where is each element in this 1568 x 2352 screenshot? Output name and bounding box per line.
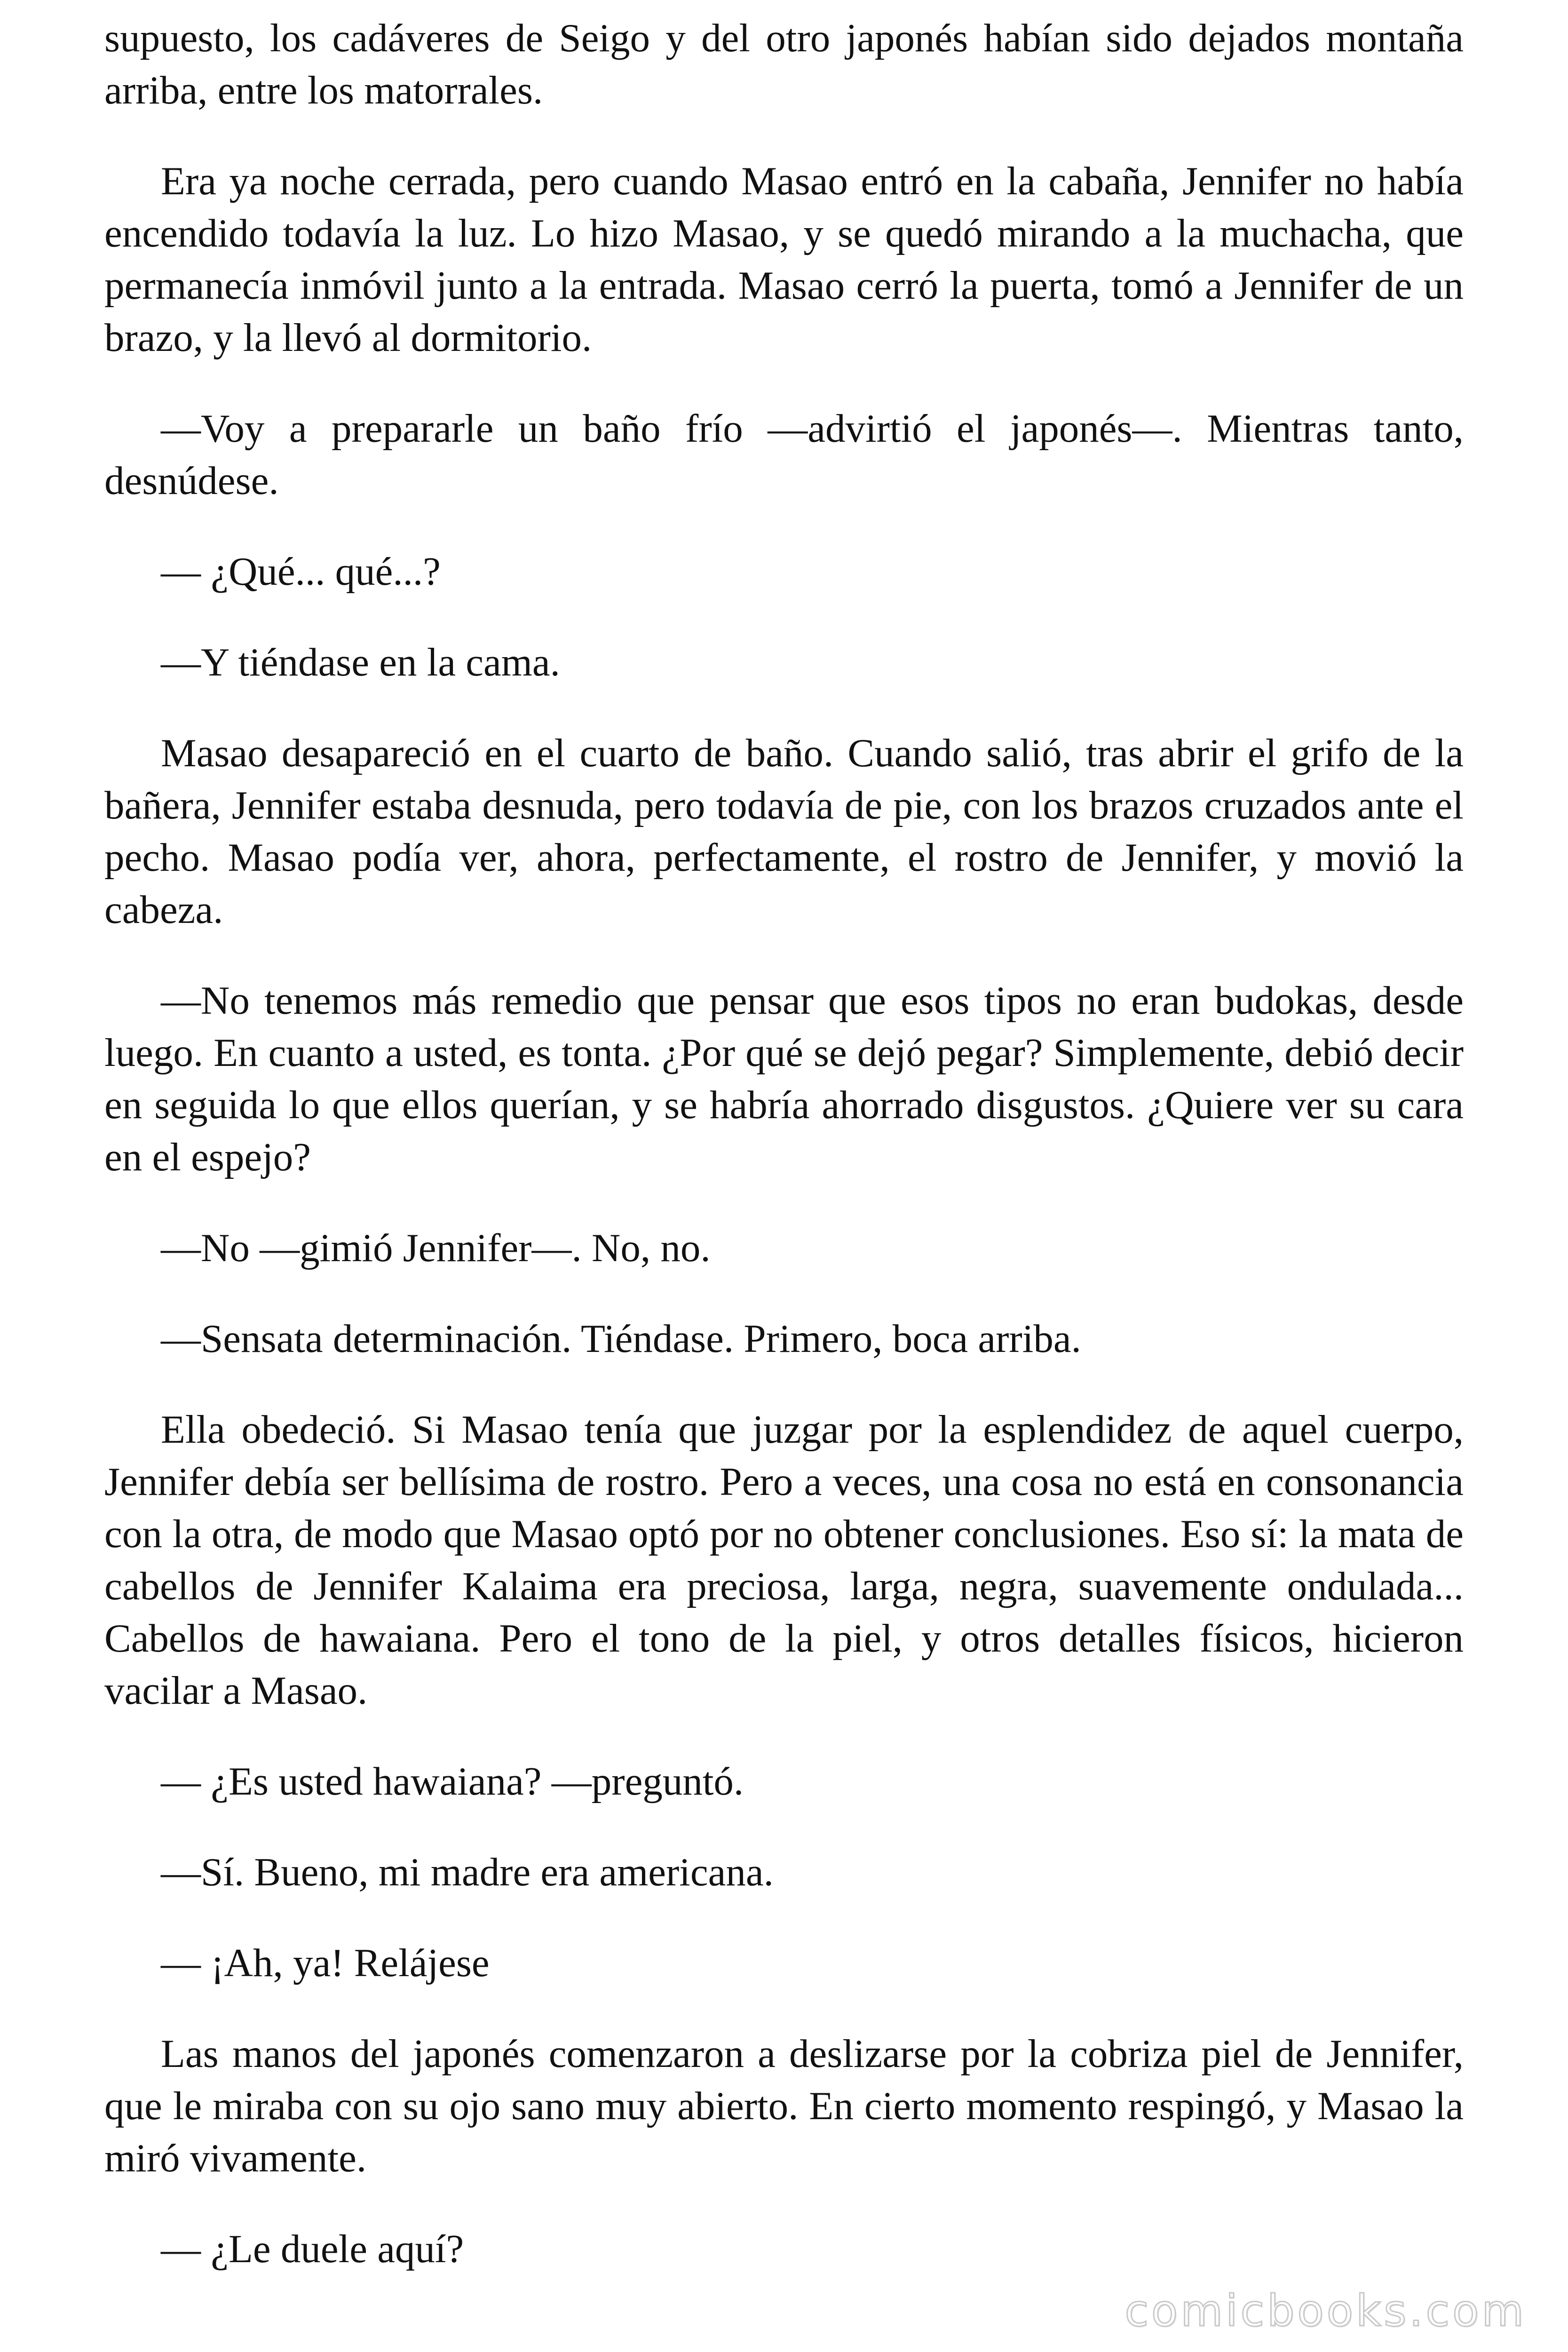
paragraph: —No —gimió Jennifer—. No, no. [161, 1226, 711, 1270]
paragraph: — ¿Qué... qué...? [161, 549, 441, 594]
watermark: comicbooks.com [1125, 2286, 1527, 2336]
paragraph: Masao desapareció en el cuarto de baño. Cuando salió, tras abrir el grifo de la bañera, Jennifer estaba desnuda, pero todavía de pie, con los brazos cruzados ante el pecho. Masao podía ver, ahora, perfectamente, el rostro de Jennifer, y movió la cabeza. [104, 731, 1464, 932]
paragraph: — ¿Le duele aquí? [161, 2227, 464, 2271]
text-column [104, 12, 1464, 2314]
paragraph: —Voy a prepararle un baño frío —advirtió el japonés—. Mientras tanto, desnúdese. [104, 406, 1464, 503]
paragraph: Las manos del japonés comenzaron a deslizarse por la cobriza piel de Jennifer, que le miraba con su ojo sano muy abierto. En cierto momento respingó, y Masao la miró vivamente. [104, 2032, 1464, 2180]
paragraph: —Y tiéndase en la cama. [161, 640, 560, 684]
paragraph: supuesto, los cadáveres de Seigo y del otro japonés habían sido dejados montaña arriba, entre los matorrales. [104, 16, 1464, 112]
paragraph: —Sensata determinación. Tiéndase. Primero, boca arriba. [161, 1317, 1081, 1361]
paragraph: —No tenemos más remedio que pensar que esos tipos no eran budokas, desde luego. En cuanto a usted, es tonta. ¿Por qué se dejó pegar? Simplemente, debió decir en seguida lo que ellos querían, y se habría ahorrado disgustos. ¿Quiere ver su cara en el espejo? [104, 978, 1464, 1179]
paragraph: —Sí. Bueno, mi madre era americana. [161, 1850, 774, 1894]
paragraph: Era ya noche cerrada, pero cuando Masao entró en la cabaña, Jennifer no había encendido todavía la luz. Lo hizo Masao, y se quedó mirando a la muchacha, que permanecía inmóvil junto a la entrada. Masao cerró la puerta, tomó a Jennifer de un brazo, y la llevó al dormitorio. [104, 159, 1464, 360]
paragraph: Ella obedeció. Si Masao tenía que juzgar por la esplendidez de aquel cuerpo, Jennifer debía ser bellísima de rostro. Pero a veces, una cosa no está en consonancia con la otra, de modo que Masao optó por no obtener conclusiones. Eso sí: la mata de cabellos de Jennifer Kalaima era preciosa, larga, negra, suavemente ondulada... Cabellos de hawaiana. Pero el tono de la piel, y otros detalles físicos, hicieron vacilar a Masao. [104, 1407, 1464, 1713]
paragraph: — ¡Ah, ya! Relájese [161, 1941, 490, 1985]
paragraph: — ¿Es usted hawaiana? —preguntó. [161, 1759, 744, 1804]
